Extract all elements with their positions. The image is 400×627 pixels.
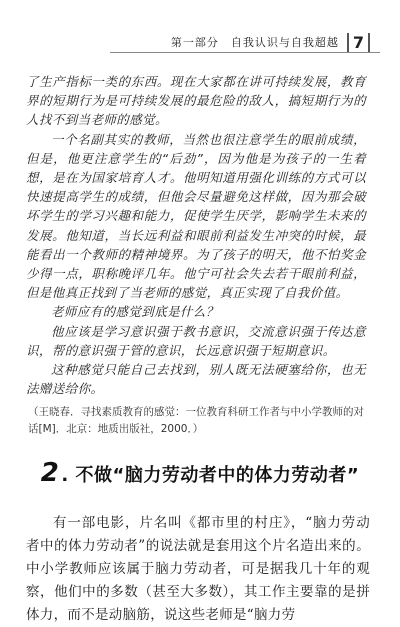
main-body: [26, 512, 370, 627]
running-header: [30, 32, 370, 52]
section-title-text: 不做“脑力劳动者中的体力劳动者”: [75, 465, 360, 486]
quote-paragraph: 一个名副其实的教师，当然也很注意学生的眼前成绩，但是，他更注意学生的“后劲”，因为他是为孩子的一生着想，是在为国家培育人才。他明知道用强化训练的方式可以快速提高学生的成绩，但他会尽量避免这样做，因为那会破坏学生的学习兴趣和能力，促使学生厌学，影响学生未来的发展。他知道，当长远利益和眼前利益发生冲突的时候，最能看出一个教师的精神境界。为了孩子的明天，他不怕奖金少得一点，职称晚评几年。他宁可社会失去若干眼前利益，但是他真正找到了当老师的感觉，真正实现了自我价值。: [26, 131, 366, 301]
quoted-passage: [26, 72, 366, 398]
section-number: 2: [40, 458, 60, 488]
page-number: 7: [347, 33, 370, 52]
main-paragraph: 有一部电影，片名叫《都市里的村庄》，“脑力劳动者中的体力劳动者”的说法就是套用这个片名造出来的。中小学教师应该属于脑力劳动者，可是据我几十年的观察，他们中的多数（甚至大多数），其工作主要靠的是拼体力，而不是动脑筋，说这些老师是“脑力劳: [26, 515, 370, 623]
header-part-label: 第一部分: [170, 36, 219, 49]
quote-paragraph: 了生产指标一类的东西。现在大家都在讲可持续发展，教育界的短期行为是可持续发展的最危险的敌人，搞短期行为的人找不到当老师的感觉。: [26, 74, 366, 128]
section-heading: [0, 458, 400, 488]
citation: （王晓春．寻找素质教育的感觉：一位教育科研工作者与中小学教师的对话[M]．北京：地质出版社，2000．）: [28, 406, 364, 435]
quote-paragraph: 老师应有的感觉到底是什么？: [51, 304, 219, 320]
header-chapter-title: 自我认识与自我超越: [230, 36, 339, 49]
quote-paragraph: 他应该是学习意识强于教书意识，交流意识强于传达意识，帮的意识强于管的意识，长远意识强于短期意识。: [26, 323, 366, 358]
quote-paragraph: 这种感觉只能自己去找到，别人既无法硬塞给你，也无法赠送给你。: [26, 362, 366, 397]
section-dot: .: [61, 465, 69, 486]
header-rule: [110, 52, 380, 53]
